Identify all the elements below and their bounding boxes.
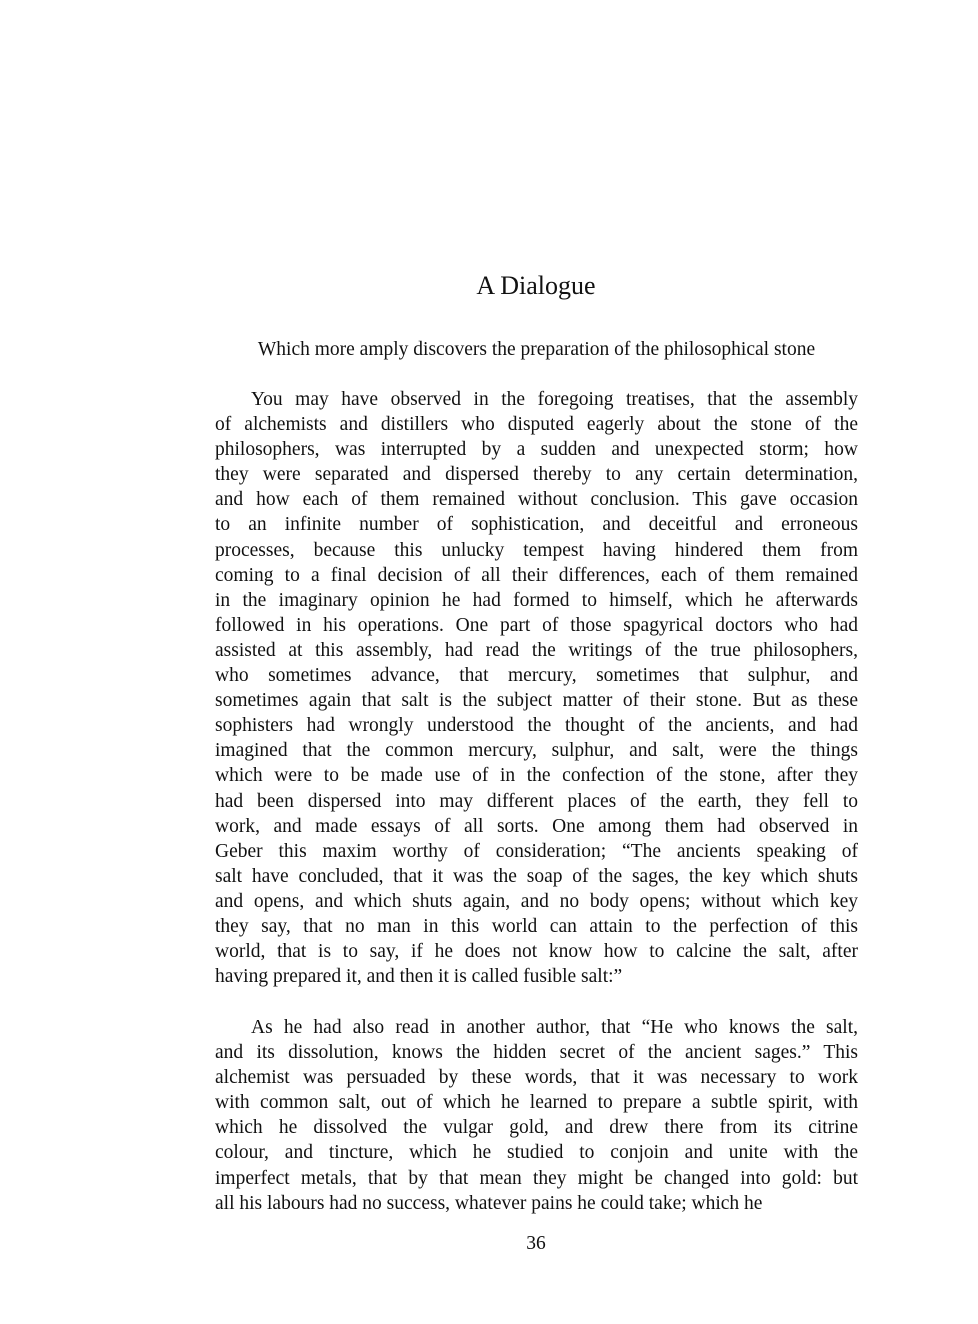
page-number: 36 xyxy=(526,1233,546,1254)
text-line: and its dissolution, knows the hidden secret of the ancient sages.” This xyxy=(215,1042,858,1064)
text-line: world, that is to say, if he does not know how to calcine the salt, after xyxy=(215,941,858,963)
paragraph-2 xyxy=(215,1015,858,1216)
text-line: with common salt, out of which he learned to prepare a subtle spirit, with xyxy=(215,1092,858,1114)
text-line: they were separated and dispersed thereby to any certain determination, xyxy=(215,464,858,486)
text-line: As he had also read in another author, that “He who knows the salt, xyxy=(251,1017,858,1038)
text-line: processes, because this unlucky tempest having hindered them from xyxy=(215,539,858,561)
text-line: of alchemists and distillers who disputed eagerly about the stone of the xyxy=(215,414,858,436)
text-line: all his labours had no success, whatever pains he could take; which he xyxy=(215,1192,763,1214)
text-line: followed in his operations. One part of those spagyrical doctors who had xyxy=(215,614,858,636)
text-line: had been dispersed into may different places of the earth, they fell to xyxy=(215,790,858,812)
text-line: which were to be made use of in the confection of the stone, after they xyxy=(215,765,858,787)
text-line: and how each of them remained without conclusion. This gave occasion xyxy=(215,489,858,511)
text-line: sophisters had wrongly understood the thought of the ancients, and had xyxy=(215,715,858,737)
text-line: imagined that the common mercury, sulphur, and salt, were the things xyxy=(215,740,858,762)
text-line: imperfect metals, that by that mean they might be changed into gold: but xyxy=(215,1167,858,1189)
text-line: coming to a final decision of all their differences, each of them remained xyxy=(215,564,858,586)
text-line: assisted at this assembly, had read the writings of the true philosophers, xyxy=(215,639,858,661)
text-line: who sometimes advance, that mercury, sometimes that sulphur, and xyxy=(215,665,858,687)
text-line: to an infinite number of sophistication, and deceitful and erroneous xyxy=(215,514,858,536)
text-line: which he dissolved the vulgar gold, and drew there from its citrine xyxy=(215,1117,858,1139)
text-line: You may have observed in the foregoing treatises, that the assembly xyxy=(251,389,858,410)
text-line: Geber this maxim worthy of consideration; “The ancients speaking of xyxy=(215,840,858,862)
text-line: alchemist was persuaded by these words, that it was necessary to work xyxy=(215,1067,858,1089)
text-line: work, and made essays of all sorts. One among them had observed in xyxy=(215,815,858,837)
text-line: philosophers, was interrupted by a sudden and unexpected storm; how xyxy=(215,439,858,461)
page-title: A Dialogue xyxy=(476,271,596,300)
text-line: sometimes again that salt is the subject matter of their stone. But as these xyxy=(215,690,858,712)
text-line: in the imaginary opinion he had formed to himself, which he afterwards xyxy=(215,589,858,611)
page-subtitle: Which more amply discovers the preparation of the philosophical stone xyxy=(257,339,816,360)
text-line: and opens, and which shuts again, and no body opens; without which key xyxy=(215,890,858,912)
text-line: colour, and tincture, which he studied to conjoin and unite with the xyxy=(215,1142,858,1164)
text-line: having prepared it, and then it is called fusible salt:” xyxy=(215,966,623,988)
paragraph-1 xyxy=(215,387,858,989)
text-line: salt have concluded, that it was the soap of the sages, the key which shuts xyxy=(215,865,858,887)
text-line: they say, that no man in this world can attain to the perfection of this xyxy=(215,915,858,937)
